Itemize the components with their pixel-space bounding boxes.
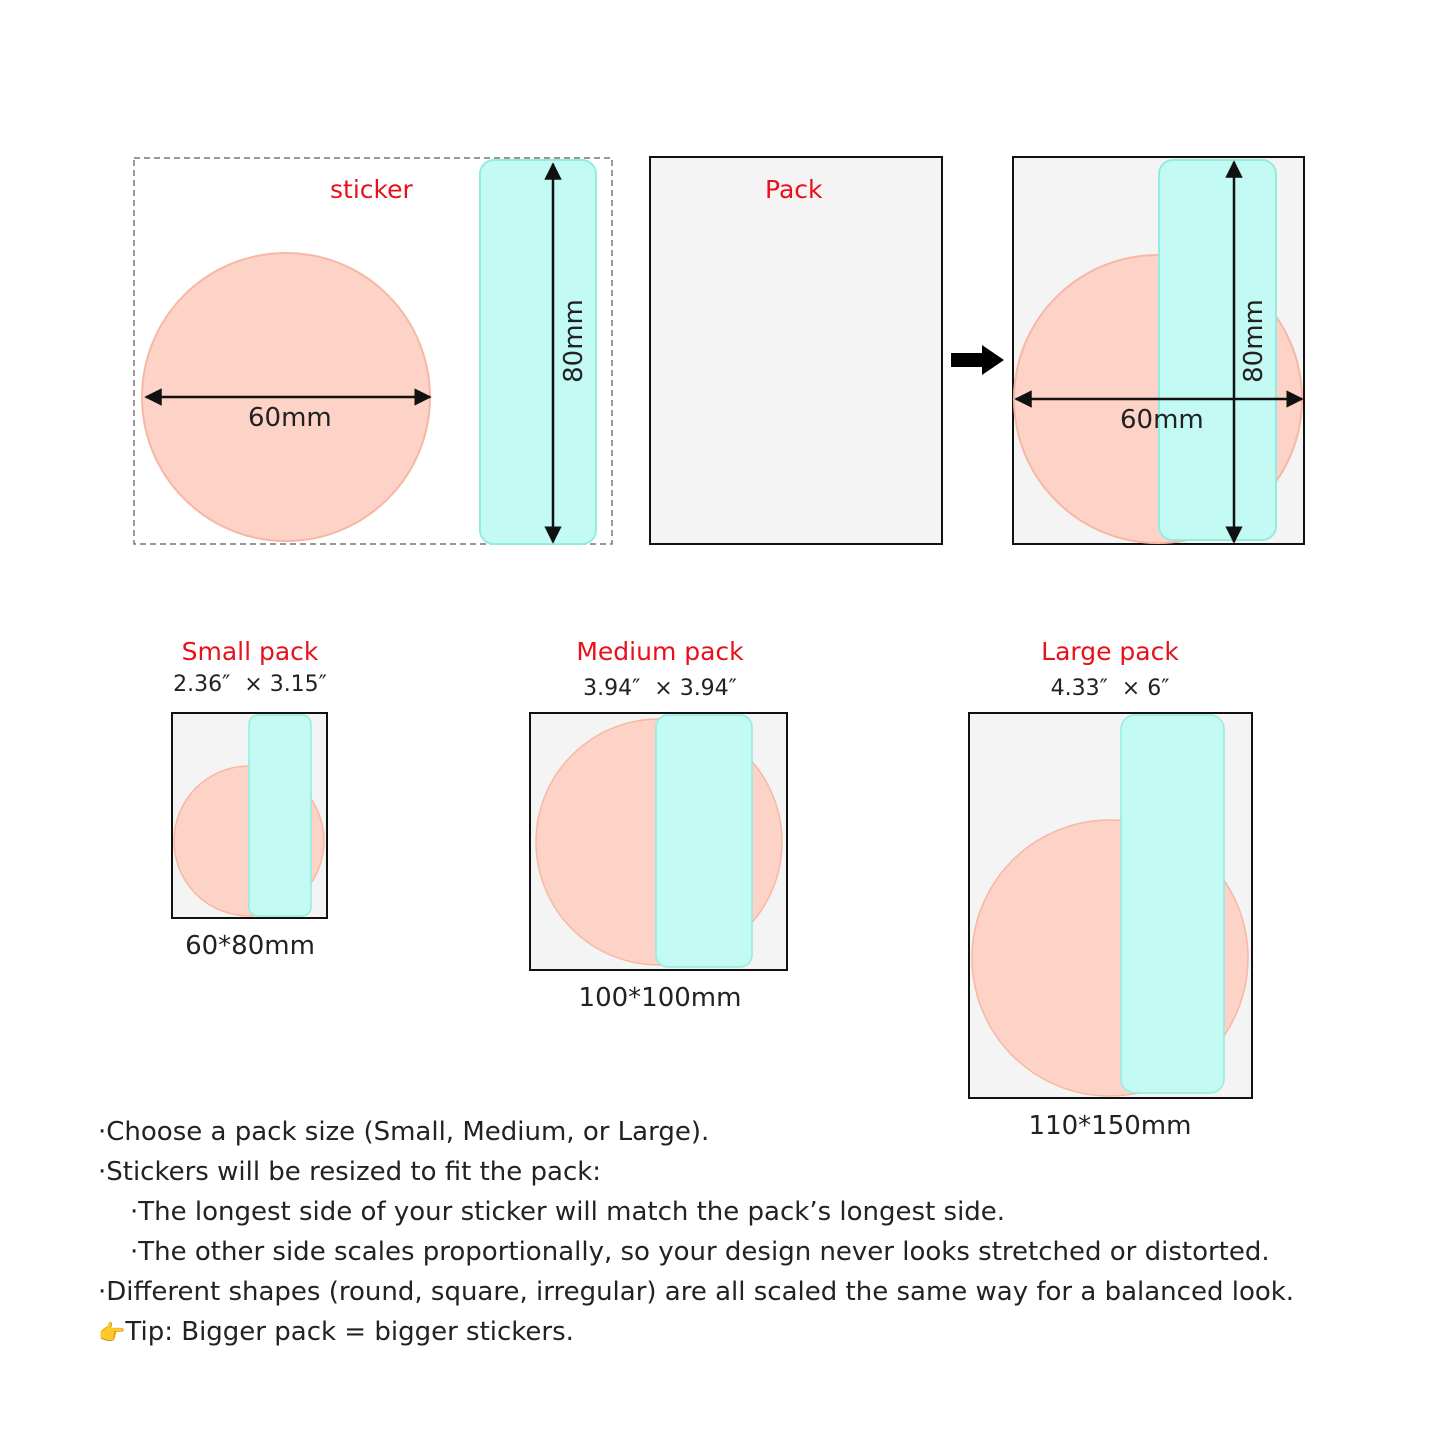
result-width-dimension-label: 60mm bbox=[1120, 405, 1204, 435]
tip-text: Tip: Bigger pack = bigger stickers. bbox=[125, 1317, 574, 1347]
small-pack-inches: 2.36″ × 3.15″ bbox=[173, 672, 327, 697]
large-pack-illustration bbox=[969, 713, 1252, 1098]
pointing-hand-icon: 👉 bbox=[98, 1321, 126, 1346]
medium-pack-illustration bbox=[530, 713, 787, 970]
large-pack-inches: 4.33″ × 6″ bbox=[1050, 676, 1170, 701]
note-line-2: ·Stickers will be resized to fit the pack: bbox=[98, 1157, 602, 1187]
medium-pack-mm: 100*100mm bbox=[578, 983, 742, 1013]
note-line-4: ·The other side scales proportionally, so your design never looks stretched or distorted. bbox=[130, 1237, 1270, 1267]
large-pack-title: Large pack bbox=[1041, 637, 1179, 666]
medium-pack-inches: 3.94″ × 3.94″ bbox=[583, 676, 737, 701]
note-line-3: ·The longest side of your sticker will match the pack’s longest side. bbox=[130, 1197, 1006, 1227]
instructions bbox=[98, 1112, 1294, 1354]
small-pack-illustration bbox=[172, 713, 327, 918]
height-dimension-label: 80mm bbox=[559, 299, 589, 383]
small-pack-title: Small pack bbox=[181, 637, 319, 666]
sticker-label: sticker bbox=[330, 175, 413, 204]
large-pack-mm: 110*150mm bbox=[1028, 1111, 1192, 1141]
empty-pack bbox=[650, 157, 942, 544]
medium-pack-title: Medium pack bbox=[576, 637, 744, 666]
note-line-1: ·Choose a pack size (Small, Medium, or Large). bbox=[98, 1117, 710, 1147]
tip-line bbox=[98, 1312, 1294, 1354]
width-dimension-label: 60mm bbox=[248, 403, 332, 433]
small-pack-mm: 60*80mm bbox=[185, 931, 315, 961]
right-arrow-icon bbox=[951, 345, 1004, 375]
note-line-5: ·Different shapes (round, square, irregular) are all scaled the same way for a balanced look. bbox=[98, 1277, 1295, 1307]
pack-label: Pack bbox=[765, 175, 823, 204]
result-height-dimension-label: 80mm bbox=[1239, 299, 1269, 383]
